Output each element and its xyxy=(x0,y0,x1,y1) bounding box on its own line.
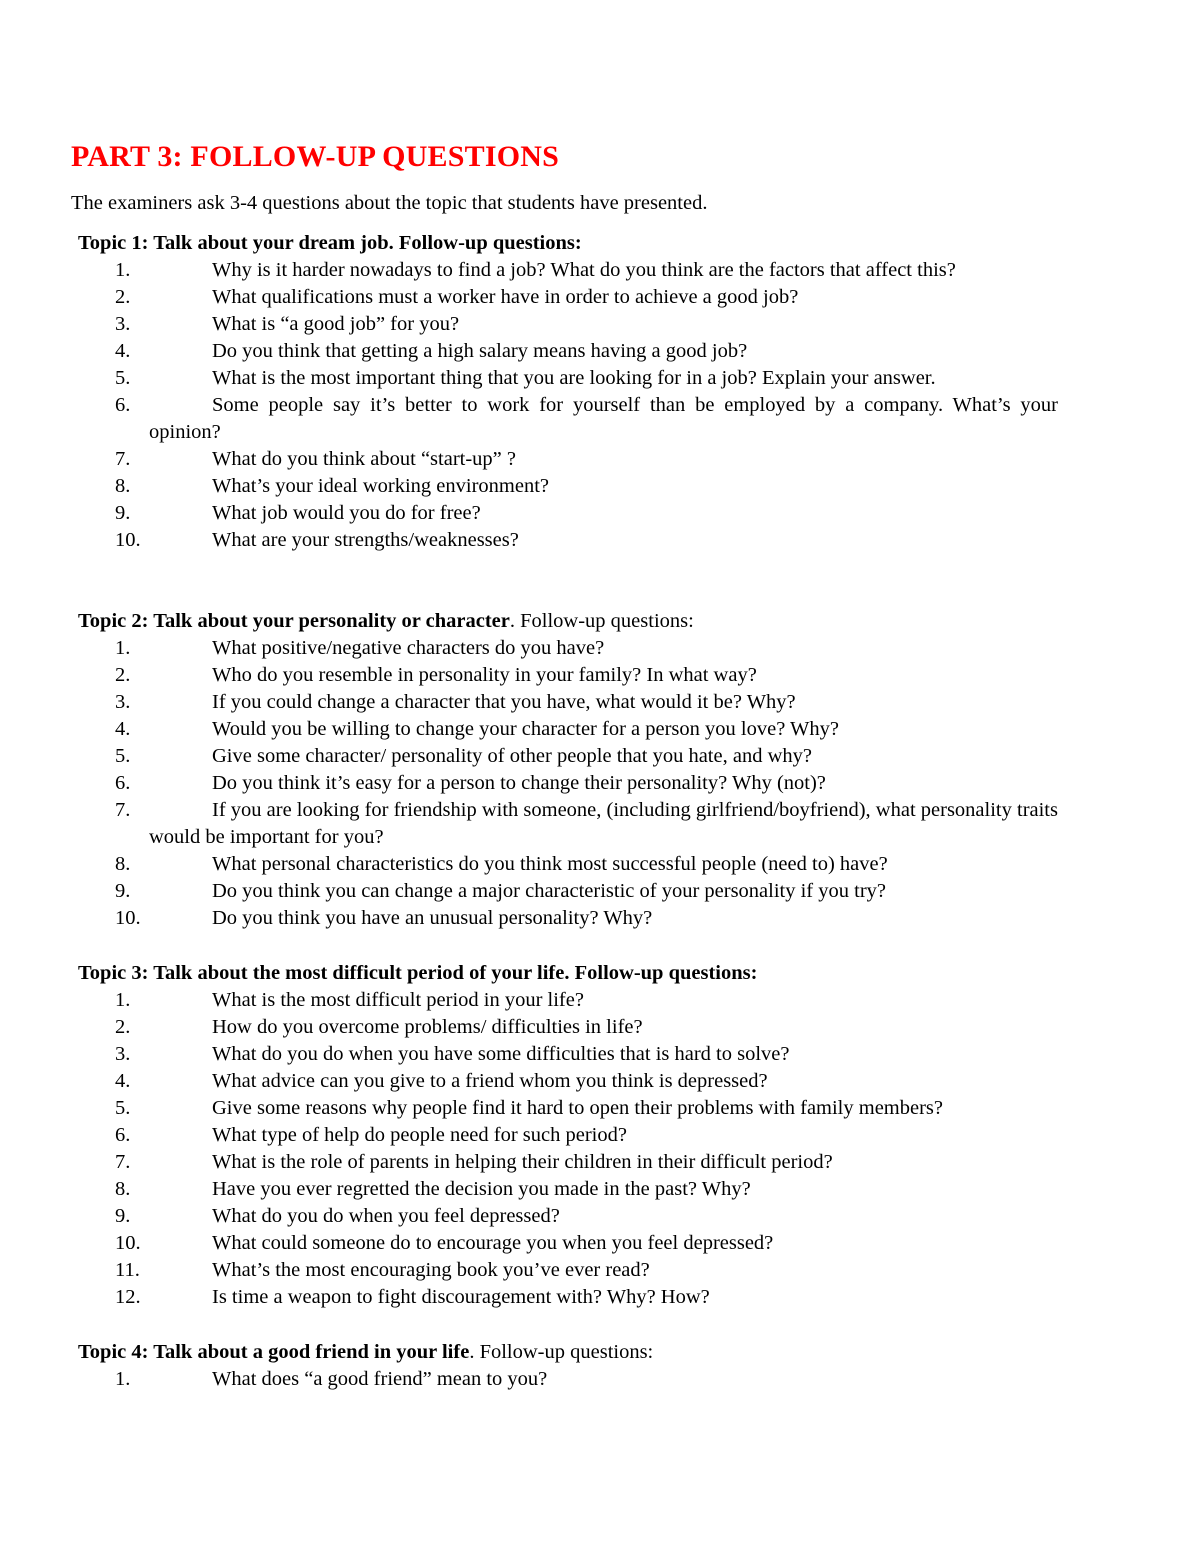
question-number: 3. xyxy=(115,1043,131,1065)
list-item xyxy=(78,662,1058,689)
question-list xyxy=(78,987,1068,1311)
question-number: 8. xyxy=(115,475,131,497)
list-item xyxy=(78,851,1058,878)
question-number: 5. xyxy=(115,1097,131,1119)
question-number: 1. xyxy=(115,259,131,281)
question-number: 4. xyxy=(115,1070,131,1092)
question-list xyxy=(78,1366,1068,1393)
question-text: Have you ever regretted the decision you made in the past? Why? xyxy=(212,1178,751,1200)
topic-section-2 xyxy=(78,608,1068,932)
question-text: What’s the most encouraging book you’ve ever read? xyxy=(212,1259,650,1281)
topic-heading-bold: Topic 1: Talk about your dream job. Follow-up questions: xyxy=(78,232,582,254)
question-list xyxy=(78,257,1068,554)
question-number: 6. xyxy=(115,394,131,416)
list-item xyxy=(78,500,1058,527)
question-list xyxy=(78,635,1068,932)
question-number: 11. xyxy=(115,1259,140,1281)
question-text: Why is it harder nowadays to find a job? What do you think are the factors that affect this? xyxy=(212,259,956,281)
list-item xyxy=(78,635,1058,662)
list-item xyxy=(78,257,1058,284)
list-item xyxy=(78,770,1058,797)
question-text: What type of help do people need for such period? xyxy=(212,1124,627,1146)
topic-heading xyxy=(78,1339,1068,1366)
list-item xyxy=(78,1149,1058,1176)
list-item xyxy=(78,527,1058,554)
question-number: 4. xyxy=(115,340,131,362)
question-number: 10. xyxy=(115,907,141,929)
question-number: 7. xyxy=(115,448,131,470)
question-text: Do you think that getting a high salary means having a good job? xyxy=(212,340,748,362)
question-text: What is “a good job” for you? xyxy=(212,313,460,335)
question-text: What personal characteristics do you think most successful people (need to) have? xyxy=(212,853,888,875)
list-item xyxy=(78,311,1058,338)
list-item xyxy=(78,1230,1058,1257)
question-number: 10. xyxy=(115,529,141,551)
question-number: 10. xyxy=(115,1232,141,1254)
topic-heading xyxy=(78,230,1068,257)
question-text: What do you do when you have some difficulties that is hard to solve? xyxy=(212,1043,790,1065)
question-text: If you are looking for friendship with someone, (including girlfriend/boyfriend), what personality traits would be important for you? xyxy=(149,799,1058,848)
question-text: What job would you do for free? xyxy=(212,502,481,524)
question-number: 1. xyxy=(115,637,131,659)
topic-heading-bold: Topic 3: Talk about the most difficult period of your life. Follow-up questions: xyxy=(78,962,758,984)
page-title: PART 3: FOLLOW-UP QUESTIONS xyxy=(71,140,560,173)
question-text: How do you overcome problems/ difficulties in life? xyxy=(212,1016,643,1038)
list-item xyxy=(78,1068,1058,1095)
list-item xyxy=(78,1176,1058,1203)
question-number: 5. xyxy=(115,367,131,389)
question-text: What could someone do to encourage you when you feel depressed? xyxy=(212,1232,774,1254)
question-number: 9. xyxy=(115,1205,131,1227)
list-item xyxy=(78,1122,1058,1149)
question-number: 6. xyxy=(115,1124,131,1146)
question-text: What do you think about “start-up” ? xyxy=(212,448,516,470)
question-text: What positive/negative characters do you have? xyxy=(212,637,605,659)
list-item xyxy=(78,365,1058,392)
question-number: 2. xyxy=(115,1016,131,1038)
list-item xyxy=(78,446,1058,473)
list-item xyxy=(78,1014,1058,1041)
question-number: 7. xyxy=(115,799,131,821)
topic-heading xyxy=(78,608,1068,635)
question-text: Some people say it’s better to work for yourself than be employed by a company. What’s your opinion? xyxy=(149,394,1058,443)
topic-heading-rest: . Follow-up questions: xyxy=(469,1341,654,1363)
list-item xyxy=(78,1041,1058,1068)
list-item xyxy=(78,689,1058,716)
question-number: 3. xyxy=(115,691,131,713)
question-text: If you could change a character that you have, what would it be? Why? xyxy=(212,691,796,713)
list-item xyxy=(78,878,1058,905)
list-item xyxy=(78,338,1058,365)
question-number: 9. xyxy=(115,502,131,524)
topic-section-4 xyxy=(78,1339,1068,1393)
question-number: 5. xyxy=(115,745,131,767)
list-item xyxy=(78,284,1058,311)
list-item xyxy=(78,797,1058,851)
list-item xyxy=(78,1257,1058,1284)
question-number: 2. xyxy=(115,664,131,686)
question-text: Do you think you have an unusual personality? Why? xyxy=(212,907,653,929)
question-number: 1. xyxy=(115,1368,131,1390)
topic-heading-rest: . Follow-up questions: xyxy=(509,610,694,632)
topic-section-1 xyxy=(78,230,1068,554)
topic-heading-bold: Topic 2: Talk about your personality or character xyxy=(78,610,510,632)
question-text: Give some reasons why people find it hard to open their problems with family members? xyxy=(212,1097,943,1119)
question-number: 6. xyxy=(115,772,131,794)
question-text: What is the role of parents in helping their children in their difficult period? xyxy=(212,1151,833,1173)
list-item xyxy=(78,1284,1058,1311)
question-text: What do you do when you feel depressed? xyxy=(212,1205,560,1227)
question-text: Give some character/ personality of other people that you hate, and why? xyxy=(212,745,812,767)
question-text: What advice can you give to a friend whom you think is depressed? xyxy=(212,1070,768,1092)
question-text: What is the most difficult period in your life? xyxy=(212,989,584,1011)
list-item xyxy=(78,905,1058,932)
list-item xyxy=(78,716,1058,743)
list-item xyxy=(78,473,1058,500)
question-number: 12. xyxy=(115,1286,141,1308)
question-text: What are your strengths/weaknesses? xyxy=(212,529,519,551)
question-text: Would you be willing to change your character for a person you love? Why? xyxy=(212,718,840,740)
list-item xyxy=(78,392,1058,446)
question-text: What is the most important thing that you are looking for in a job? Explain your answer. xyxy=(212,367,936,389)
question-text: Do you think you can change a major characteristic of your personality if you try? xyxy=(212,880,886,902)
topic-heading xyxy=(78,960,1068,987)
question-text: What qualifications must a worker have in order to achieve a good job? xyxy=(212,286,799,308)
question-text: Who do you resemble in personality in your family? In what way? xyxy=(212,664,757,686)
question-number: 7. xyxy=(115,1151,131,1173)
question-number: 2. xyxy=(115,286,131,308)
list-item xyxy=(78,743,1058,770)
question-text: Is time a weapon to fight discouragement with? Why? How? xyxy=(212,1286,710,1308)
question-text: What’s your ideal working environment? xyxy=(212,475,550,497)
question-number: 3. xyxy=(115,313,131,335)
question-number: 4. xyxy=(115,718,131,740)
question-number: 8. xyxy=(115,853,131,875)
question-number: 8. xyxy=(115,1178,131,1200)
intro-paragraph: The examiners ask 3-4 questions about the topic that students have presented. xyxy=(71,192,708,214)
question-text: Do you think it’s easy for a person to change their personality? Why (not)? xyxy=(212,772,826,794)
list-item xyxy=(78,1203,1058,1230)
topic-heading-bold: Topic 4: Talk about a good friend in your life xyxy=(78,1341,470,1363)
list-item xyxy=(78,987,1058,1014)
question-text: What does “a good friend” mean to you? xyxy=(212,1368,548,1390)
question-number: 1. xyxy=(115,989,131,1011)
question-number: 9. xyxy=(115,880,131,902)
topic-section-3 xyxy=(78,960,1068,1311)
list-item xyxy=(78,1095,1058,1122)
list-item xyxy=(78,1366,1058,1393)
